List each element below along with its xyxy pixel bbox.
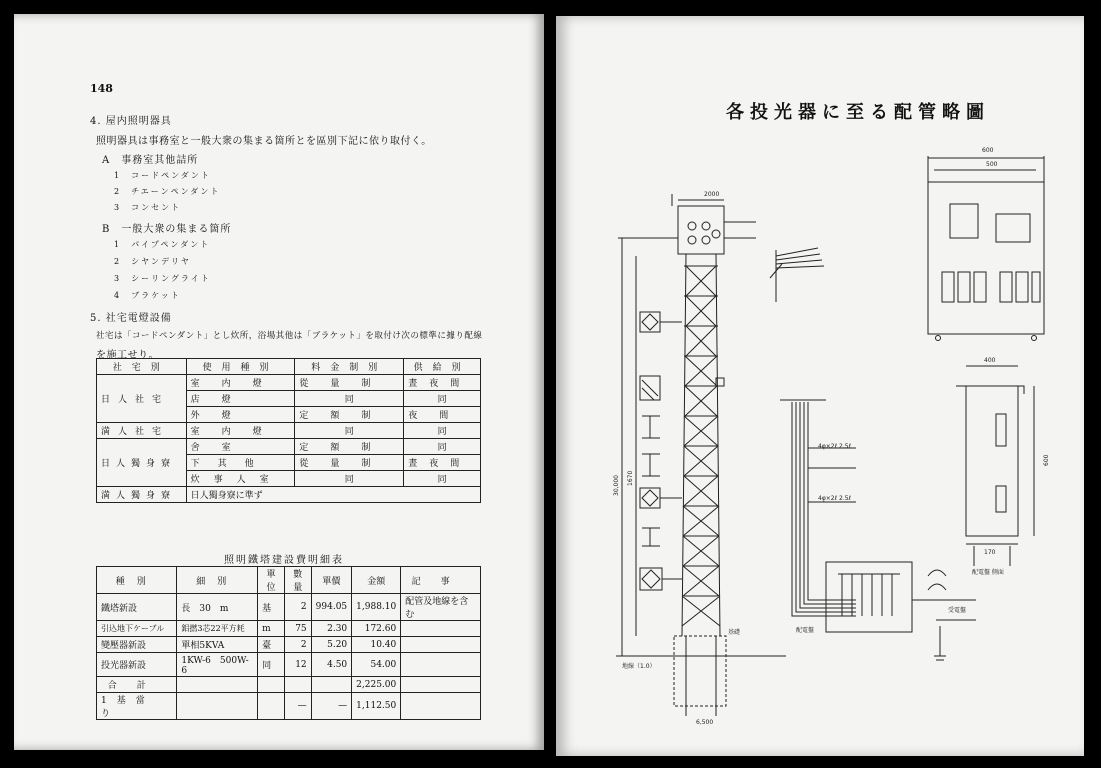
table-header: 金額	[352, 567, 401, 594]
list-item: 3 コンセント	[114, 203, 182, 212]
table-cell: —	[311, 693, 352, 720]
table-cell: 5.20	[311, 637, 352, 653]
section4-a-heading: A 事務室其他詰所	[102, 155, 199, 166]
table-cell: 配管及地線を含む	[401, 594, 481, 621]
table-cell: 994.05	[311, 594, 352, 621]
table-cell: 基	[258, 594, 285, 621]
table-cell	[258, 693, 285, 720]
dimension-label: 2000	[704, 191, 720, 198]
panel-side-view	[956, 366, 1034, 566]
table-cell: 日人獨身寮	[97, 439, 187, 487]
section4-intro: 照明器具は事務室と一般大衆の集まる箇所とを區別下記に依り取付く。	[96, 136, 432, 147]
dimension-label: 1670	[627, 470, 634, 486]
table-cell: 臺	[258, 637, 285, 653]
table-cell	[401, 637, 481, 653]
table-cell	[177, 677, 258, 693]
left-page	[14, 14, 544, 750]
receiving-panel-label: 受電盤	[948, 607, 967, 614]
table-row	[97, 439, 481, 455]
table-header-row	[97, 567, 481, 594]
table-cell: 12	[284, 653, 311, 677]
table-header: 料金制別	[295, 359, 404, 375]
section5-line1: 社宅は「コードペンダント」とし炊所，浴場其他は「ブラケット」を取付け次の標準に據り配線	[96, 331, 483, 341]
pole-box-label: 配電盤	[796, 627, 815, 634]
table-header: 使用種別	[186, 359, 295, 375]
conduit-diagram	[556, 16, 1084, 756]
table-cell: 1基當り	[97, 693, 177, 720]
section4-heading: 4. 屋内照明器具	[90, 116, 172, 127]
table-cell: 室内燈	[186, 375, 295, 391]
table-cell: 日人獨身寮に準ず	[186, 487, 480, 503]
table-row	[97, 487, 481, 503]
table-cell: 10.40	[352, 637, 401, 653]
table-cell: 4.50	[311, 653, 352, 677]
table-header: 數量	[284, 567, 311, 594]
table-cell	[258, 677, 285, 693]
table-cell: 54.00	[352, 653, 401, 677]
housing-table	[96, 358, 481, 503]
table-cell: 2	[284, 637, 311, 653]
table-header-row	[97, 359, 481, 375]
table-cell: 變壓器新設	[97, 637, 177, 653]
table-cell: 下其他	[186, 455, 295, 471]
table-cell: 満人社宅	[97, 423, 187, 439]
section5-line2: を施工せり。	[96, 350, 159, 361]
table-row	[97, 423, 481, 439]
table-row	[97, 594, 481, 621]
table-cell: 同	[404, 471, 481, 487]
table-cell: 定額制	[295, 407, 404, 423]
table-cell	[401, 693, 481, 720]
section5-heading: 5. 社宅電燈設備	[90, 313, 172, 324]
table-cell	[401, 653, 481, 677]
table-cell: 合計	[97, 677, 177, 693]
table-cell: —	[284, 693, 311, 720]
table-cell: 満人獨身寮	[97, 487, 187, 503]
table-cell	[311, 677, 352, 693]
table-cell: 同	[404, 423, 481, 439]
table-cell: 同	[404, 439, 481, 455]
table-header: 社宅別	[97, 359, 187, 375]
table-cell: 同	[404, 391, 481, 407]
table-cell: 同	[258, 653, 285, 677]
right-page	[556, 16, 1084, 756]
conduit-run	[780, 400, 856, 616]
table-row	[97, 375, 481, 391]
wire-label: 4φ×2ℓ 2.5ℓ	[818, 495, 852, 502]
dimension-label: 170	[984, 549, 996, 556]
table-cell: 晝夜間	[404, 455, 481, 471]
lighting-tower	[616, 206, 786, 716]
table-cell: 2	[284, 594, 311, 621]
table-header: 細別	[177, 567, 258, 594]
list-item: 2 シヤンデリヤ	[114, 257, 191, 266]
table-header: 單位	[258, 567, 285, 594]
table-cell: 從量制	[295, 455, 404, 471]
table-header: 記事	[401, 567, 481, 594]
table-cell: 鋁撚3芯22平方耗	[177, 621, 258, 637]
table-cell: 鐵塔新設	[97, 594, 177, 621]
table-cell	[177, 693, 258, 720]
list-item: 3 シーリングライト	[114, 274, 211, 283]
table-cell: 定額制	[295, 439, 404, 455]
table-cell: 夜間	[404, 407, 481, 423]
dimension-label: 600	[982, 147, 994, 154]
table-row	[97, 693, 481, 720]
overhead-wires	[724, 222, 824, 302]
table-cell: 同	[295, 391, 404, 407]
table-cell: 1KW-6 500W-6	[177, 653, 258, 677]
table-cell: 舍室	[186, 439, 295, 455]
table-header: 單價	[311, 567, 352, 594]
table-cell: 晝夜間	[404, 375, 481, 391]
table-cell: 2,225.00	[352, 677, 401, 693]
table-row	[97, 653, 481, 677]
list-item: 1 コードペンダント	[114, 171, 211, 180]
list-item: 1 パイプペンダント	[114, 240, 211, 249]
table-cell: 炊事人室	[186, 471, 295, 487]
table-cell	[401, 621, 481, 637]
page-number: 148	[90, 82, 113, 95]
table-header: 種別	[97, 567, 177, 594]
table-row	[97, 677, 481, 693]
table-cell: 2.30	[311, 621, 352, 637]
table-cell: 75	[284, 621, 311, 637]
dimension-label: 6,500	[696, 719, 714, 726]
floodlight-symbols	[640, 312, 682, 590]
panel-front-view	[928, 156, 1044, 341]
list-item: 4 ブラケット	[114, 291, 181, 300]
table-cell: 室内燈	[186, 423, 295, 439]
table-header: 供給別	[404, 359, 481, 375]
table-cell: 同	[295, 423, 404, 439]
table-cell: 引込地下ケーブル	[97, 621, 177, 637]
table-cell: 長 30 m	[177, 594, 258, 621]
table-cell: 日人社宅	[97, 375, 187, 423]
wire-label: 4φ×2ℓ 2.5ℓ	[818, 443, 852, 450]
drawing-title: 各投光器に至る配管略圖	[726, 102, 990, 123]
table-row	[97, 621, 481, 637]
table-cell	[401, 677, 481, 693]
table-row	[97, 637, 481, 653]
table-cell: 投光器新設	[97, 653, 177, 677]
side-view-caption: 配電盤 側面	[972, 569, 1004, 576]
table-cell: m	[258, 621, 285, 637]
cost-table	[96, 566, 481, 720]
table-cell: 同	[295, 471, 404, 487]
table-cell: 單相5KVA	[177, 637, 258, 653]
dimension-label: 500	[986, 161, 998, 168]
dimension-label: 400	[984, 357, 996, 364]
base-label: 基礎	[728, 629, 741, 636]
table-cell: 店燈	[186, 391, 295, 407]
table-cell: 外燈	[186, 407, 295, 423]
table-cell: 1,988.10	[352, 594, 401, 621]
table-cell: 172.60	[352, 621, 401, 637]
table-cell: 1,112.50	[352, 693, 401, 720]
list-item: 2 チエーンペンダント	[114, 187, 221, 196]
cost-table-title: 照明鐵塔建設費明細表	[224, 555, 344, 566]
dimension-label: 600	[1043, 454, 1050, 466]
section4-b-heading: B 一般大衆の集まる箇所	[102, 224, 232, 235]
dimension-label: 30,000	[613, 475, 620, 496]
ground-label: 地線（1.0）	[622, 663, 656, 670]
table-cell: 從量制	[295, 375, 404, 391]
table-cell	[284, 677, 311, 693]
